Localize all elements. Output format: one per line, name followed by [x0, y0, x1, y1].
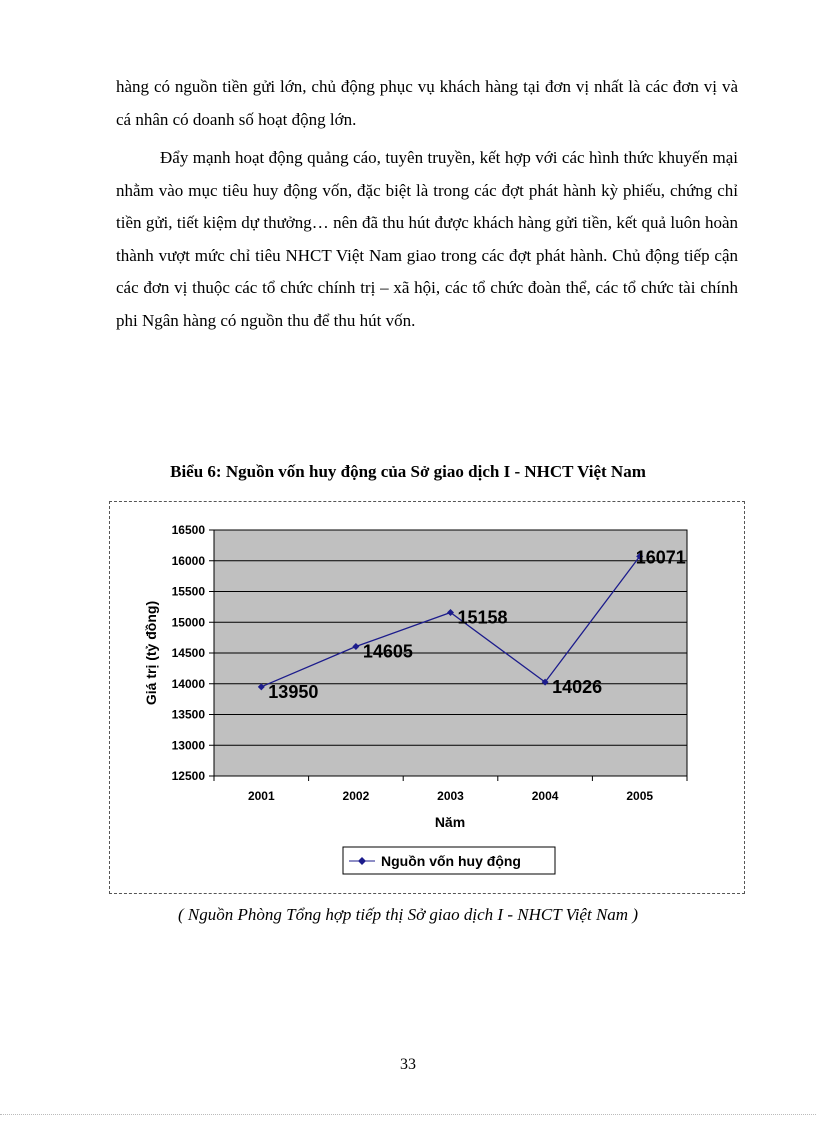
x-axis-title: Năm	[434, 814, 466, 830]
data-label: 16071	[635, 547, 686, 568]
data-label: 15158	[457, 607, 508, 628]
y-tick-label: 16000	[171, 553, 205, 568]
x-tick-label: 2003	[437, 789, 464, 803]
x-tick-label: 2004	[531, 789, 559, 803]
x-tick-label: 2001	[247, 789, 275, 803]
paragraph-2: Đẩy mạnh hoạt động quảng cáo, tuyên truyền, kết hợp với các hình thức khuyến mại nhằm vào mục tiêu huy động vốn, đặc biệt là trong các đợt phát hành kỳ phiếu, chứng chỉ tiền gửi, tiết kiệm dự thưởng… nên đã thu hút được khách hàng gửi tiền, kết quả luôn hoàn thành vượt mức chỉ tiêu NHCT Việt Nam giao trong các đợt phát hành. Chủ động tiếp cận các đơn vị thuộc các tổ chức chính trị – xã hội, các tổ chức đoàn thể, các tổ chức tài chính phi Ngân hàng có nguồn thu để thu hút vốn.	[116, 148, 738, 330]
x-tick-label: 2002	[342, 789, 370, 803]
y-tick-label: 13500	[171, 707, 205, 722]
y-tick-label: 14500	[171, 646, 205, 660]
chart-frame	[109, 501, 745, 894]
y-tick-label: 13000	[171, 738, 205, 753]
paragraph-1: hàng có nguồn tiền gửi lớn, chủ động phục vụ khách hàng tại đơn vị nhất là các đơn vị và cá nhân có doanh số hoạt động lớn.	[116, 77, 738, 129]
data-label: 14605	[362, 641, 413, 662]
page-number: 33	[400, 1056, 416, 1073]
x-axis-ticks	[214, 776, 687, 803]
y-tick-label: 15500	[171, 584, 205, 599]
y-tick-label: 14000	[171, 676, 205, 691]
legend	[343, 847, 555, 874]
source-note: ( Nguồn Phòng Tổng hợp tiếp thị Sở giao dịch I - NHCT Việt Nam )	[178, 905, 638, 924]
y-axis-ticks	[172, 523, 214, 783]
chart-caption: Biểu 6: Nguồn vốn huy động của Sở giao dịch I - NHCT Việt Nam	[170, 462, 646, 481]
y-axis-title: Giá trị (tỷ đồng)	[143, 600, 159, 706]
legend-label: Nguồn vốn huy động	[381, 853, 521, 869]
y-tick-label: 12500	[171, 769, 205, 783]
y-tick-label: 16500	[171, 523, 205, 537]
y-tick-label: 15000	[171, 615, 205, 630]
data-label: 13950	[268, 681, 319, 702]
line-chart	[110, 502, 746, 895]
page-bottom-divider	[0, 1114, 816, 1115]
x-tick-label: 2005	[626, 789, 654, 803]
data-label: 14026	[552, 677, 603, 698]
